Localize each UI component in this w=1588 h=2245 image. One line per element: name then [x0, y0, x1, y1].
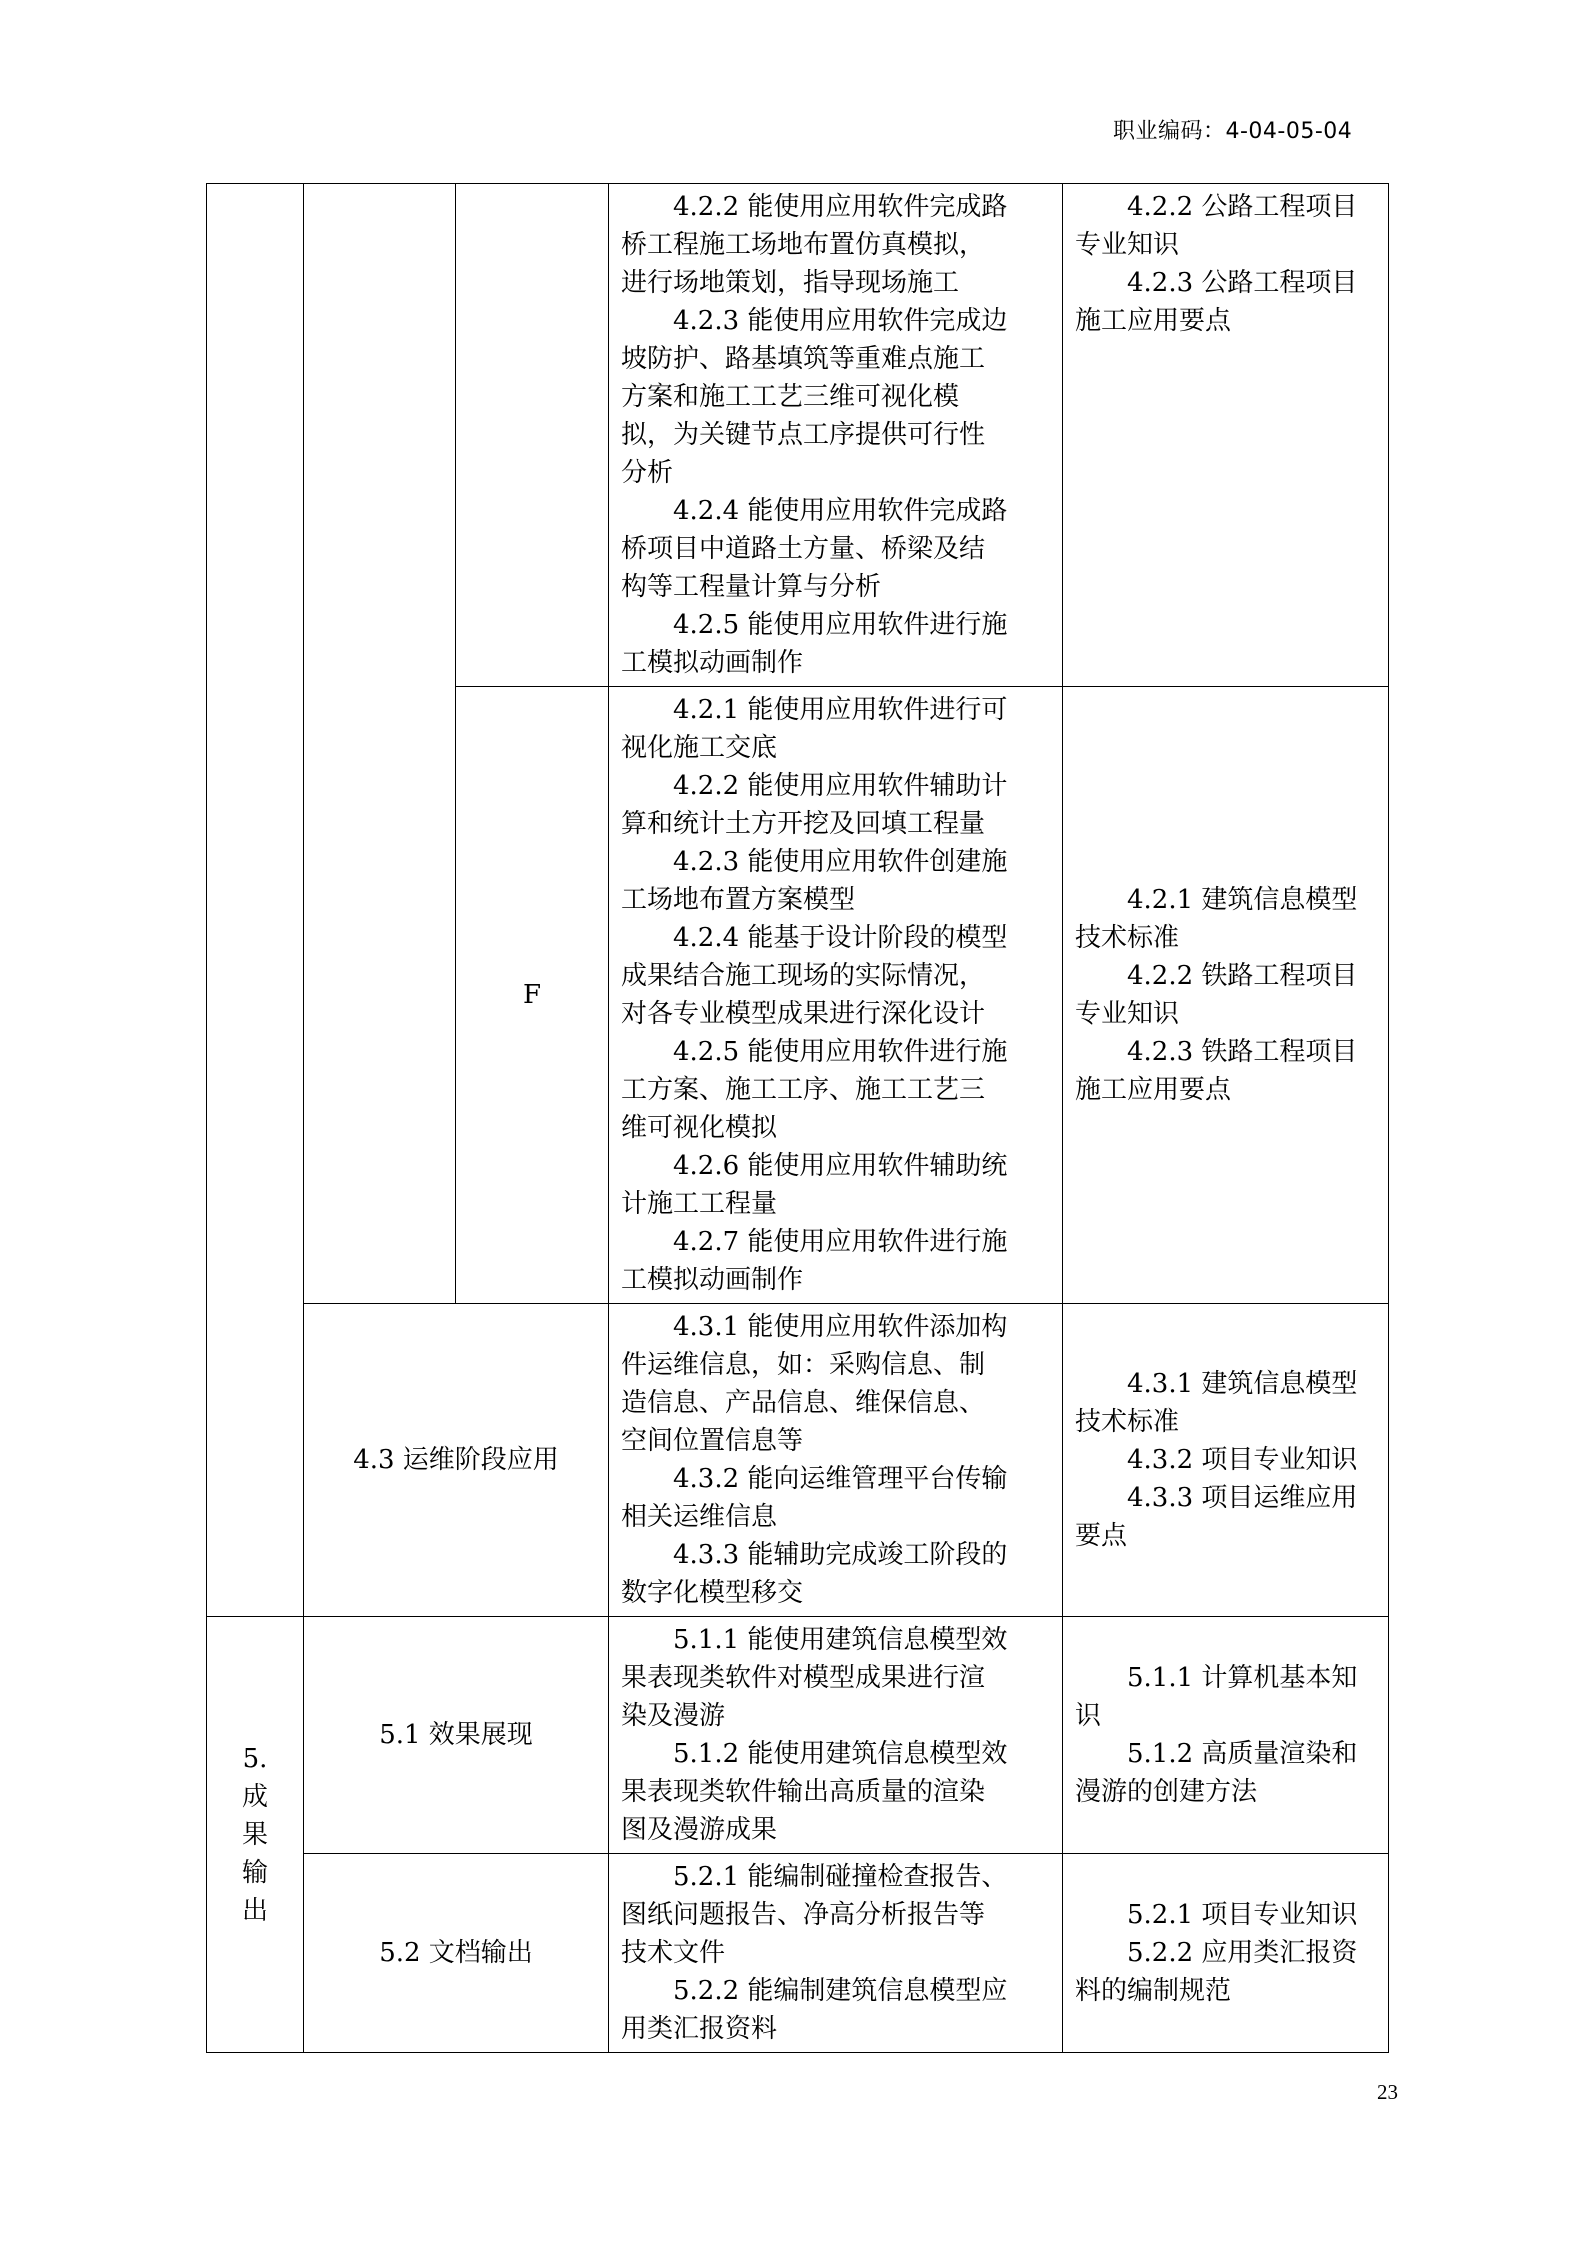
skills-cell [609, 687, 1063, 1304]
item-paragraph [621, 1972, 1050, 2048]
item-line: 施工应用要点 [1075, 306, 1232, 336]
item-line: 4.2.3 铁路工程项目 [1127, 1037, 1358, 1067]
table-row [207, 1617, 1389, 1854]
skill-requirements-table [206, 183, 1389, 2053]
item-line: 桥工程施工场地布置仿真模拟， [621, 230, 986, 260]
skills-cell [609, 1304, 1063, 1617]
item-line: 4.2.3 公路工程项目 [1127, 268, 1358, 298]
item-paragraph [621, 1621, 1050, 1735]
item-paragraph [621, 188, 1050, 302]
section-label-char: 果 [241, 1819, 268, 1850]
item-line: 进行场地策划，指导现场施工 [621, 268, 960, 298]
item-line: 果表现类软件输出高质量的渲染 [621, 1777, 986, 1807]
block-f-label: F [456, 687, 609, 1304]
item-line: 拟，为关键节点工序提供可行性 [621, 420, 986, 450]
section-4-cell [207, 184, 304, 1617]
item-line: 5.1.2 能使用建筑信息模型效 [673, 1739, 1008, 1769]
item-line: 4.2.5 能使用应用软件进行施 [673, 610, 1008, 640]
item-paragraph [621, 1460, 1050, 1536]
page-number: 23 [1377, 2080, 1398, 2104]
item-line: 果表现类软件对模型成果进行渲 [621, 1663, 986, 1693]
item-paragraph [1075, 1441, 1376, 1479]
knowledge-cell [1063, 687, 1389, 1304]
item-line: 4.3.1 能使用应用软件添加构 [673, 1312, 1008, 1342]
item-line: 5.1.2 高质量渲染和 [1127, 1739, 1358, 1769]
item-paragraph [621, 492, 1050, 606]
section-5-label [207, 1617, 304, 2053]
item-line: 4.2.1 建筑信息模型 [1127, 885, 1358, 915]
skills-cell [609, 1617, 1063, 1854]
item-line: 施工应用要点 [1075, 1075, 1232, 1105]
item-line: 计施工工程量 [621, 1189, 778, 1219]
item-line: 工方案、施工工序、施工工艺三 [621, 1075, 986, 1105]
item-line: 4.2.1 能使用应用软件进行可 [673, 695, 1008, 725]
item-paragraph [1075, 957, 1376, 1033]
item-line: 对各专业模型成果进行深化设计 [621, 999, 986, 1029]
unit-label: 5.1 效果展现 [304, 1617, 609, 1854]
unit-label: 5.2 文档输出 [304, 1854, 609, 2053]
knowledge-cell [1063, 1617, 1389, 1854]
item-line: 件运维信息，如：采购信息、制 [621, 1350, 986, 1380]
item-line: 4.2.3 能使用应用软件完成边 [673, 306, 1008, 336]
item-line: 造信息、产品信息、维保信息、 [621, 1388, 986, 1418]
section-label-char: 输 [241, 1857, 268, 1888]
item-line: 坡防护、路基填筑等重难点施工 [621, 344, 986, 374]
item-line: 图纸问题报告、净高分析报告等 [621, 1900, 986, 1930]
item-line: 5.1.1 计算机基本知 [1127, 1663, 1358, 1693]
item-line: 4.2.5 能使用应用软件进行施 [673, 1037, 1008, 1067]
item-paragraph [1075, 188, 1376, 264]
table-row [207, 1854, 1389, 2053]
item-paragraph [621, 1735, 1050, 1849]
section-label-char: 成 [241, 1781, 268, 1812]
item-line: 视化施工交底 [621, 733, 778, 763]
item-line: 4.2.3 能使用应用软件创建施 [673, 847, 1008, 877]
item-line: 工模拟动画制作 [621, 1265, 804, 1295]
item-line: 4.2.6 能使用应用软件辅助统 [673, 1151, 1008, 1181]
occupation-code: 职业编码：4-04-05-04 [1113, 119, 1353, 144]
item-line: 数字化模型移交 [621, 1578, 804, 1608]
item-line: 4.2.2 能使用应用软件辅助计 [673, 771, 1008, 801]
item-paragraph [621, 1033, 1050, 1147]
item-paragraph [621, 843, 1050, 919]
item-line: 4.2.2 公路工程项目 [1127, 192, 1358, 222]
table-row [207, 1304, 1389, 1617]
item-paragraph [1075, 1033, 1376, 1109]
item-paragraph [621, 1858, 1050, 1972]
item-paragraph [1075, 1479, 1376, 1555]
item-line: 桥项目中道路土方量、桥梁及结 [621, 534, 986, 564]
item-line: 分析 [621, 458, 674, 488]
item-paragraph [621, 606, 1050, 682]
item-line: 4.3.3 项目运维应用 [1127, 1483, 1358, 1513]
item-line: 专业知识 [1075, 230, 1180, 260]
item-line: 识 [1075, 1701, 1102, 1731]
item-line: 工场地布置方案模型 [621, 885, 856, 915]
item-paragraph [621, 1536, 1050, 1612]
skills-cell [609, 184, 1063, 687]
unit-label: 4.3 运维阶段应用 [304, 1304, 609, 1617]
item-line: 技术标准 [1075, 923, 1180, 953]
item-line: 空间位置信息等 [621, 1426, 804, 1456]
knowledge-cell [1063, 184, 1389, 687]
item-line: 4.2.7 能使用应用软件进行施 [673, 1227, 1008, 1257]
item-line: 4.2.4 能基于设计阶段的模型 [673, 923, 1008, 953]
item-paragraph [621, 1308, 1050, 1460]
item-paragraph [621, 919, 1050, 1033]
item-line: 算和统计土方开挖及回填工程量 [621, 809, 986, 839]
item-paragraph [621, 767, 1050, 843]
knowledge-cell [1063, 1854, 1389, 2053]
item-paragraph [1075, 1735, 1376, 1811]
item-paragraph [1075, 264, 1376, 340]
knowledge-cell [1063, 1304, 1389, 1617]
item-paragraph [1075, 1659, 1376, 1735]
item-paragraph [1075, 1896, 1376, 1934]
section-label-char: 5. [242, 1743, 268, 1774]
item-line: 4.3.2 项目专业知识 [1127, 1445, 1358, 1475]
item-line: 4.2.2 铁路工程项目 [1127, 961, 1358, 991]
item-line: 4.3.1 建筑信息模型 [1127, 1369, 1358, 1399]
item-paragraph [621, 691, 1050, 767]
section-label-char: 出 [241, 1895, 268, 1926]
item-line: 4.3.2 能向运维管理平台传输 [673, 1464, 1008, 1494]
unit-4-2-cell [304, 184, 456, 1304]
item-line: 相关运维信息 [621, 1502, 778, 1532]
table-row [207, 184, 1389, 687]
item-line: 4.2.4 能使用应用软件完成路 [673, 496, 1008, 526]
item-line: 用类汇报资料 [621, 2014, 778, 2044]
item-line: 要点 [1075, 1521, 1128, 1551]
item-paragraph [621, 1147, 1050, 1223]
item-line: 料的编制规范 [1075, 1976, 1232, 2006]
item-line: 5.2.1 能编制碰撞检查报告、 [673, 1862, 1008, 1892]
item-line: 成果结合施工现场的实际情况， [621, 961, 986, 991]
item-line: 染及漫游 [621, 1701, 726, 1731]
item-line: 构等工程量计算与分析 [621, 572, 882, 602]
item-paragraph [1075, 1365, 1376, 1441]
skills-cell [609, 1854, 1063, 2053]
block-a-label-cell [456, 184, 609, 687]
item-line: 4.2.2 能使用应用软件完成路 [673, 192, 1008, 222]
item-line: 方案和施工工艺三维可视化模 [621, 382, 960, 412]
item-line: 图及漫游成果 [621, 1815, 778, 1845]
item-line: 专业知识 [1075, 999, 1180, 1029]
item-line: 4.3.3 能辅助完成竣工阶段的 [673, 1540, 1008, 1570]
item-line: 技术文件 [621, 1938, 726, 1968]
item-line: 技术标准 [1075, 1407, 1180, 1437]
item-line: 维可视化模拟 [621, 1113, 778, 1143]
item-line: 5.2.2 能编制建筑信息模型应 [673, 1976, 1008, 2006]
item-line: 漫游的创建方法 [1075, 1777, 1258, 1807]
item-paragraph [1075, 881, 1376, 957]
item-paragraph [621, 302, 1050, 492]
item-line: 工模拟动画制作 [621, 648, 804, 678]
item-paragraph [1075, 1934, 1376, 2010]
item-line: 5.1.1 能使用建筑信息模型效 [673, 1625, 1008, 1655]
item-line: 5.2.1 项目专业知识 [1127, 1900, 1358, 1930]
item-line: 5.2.2 应用类汇报资 [1127, 1938, 1358, 1968]
item-paragraph [621, 1223, 1050, 1299]
